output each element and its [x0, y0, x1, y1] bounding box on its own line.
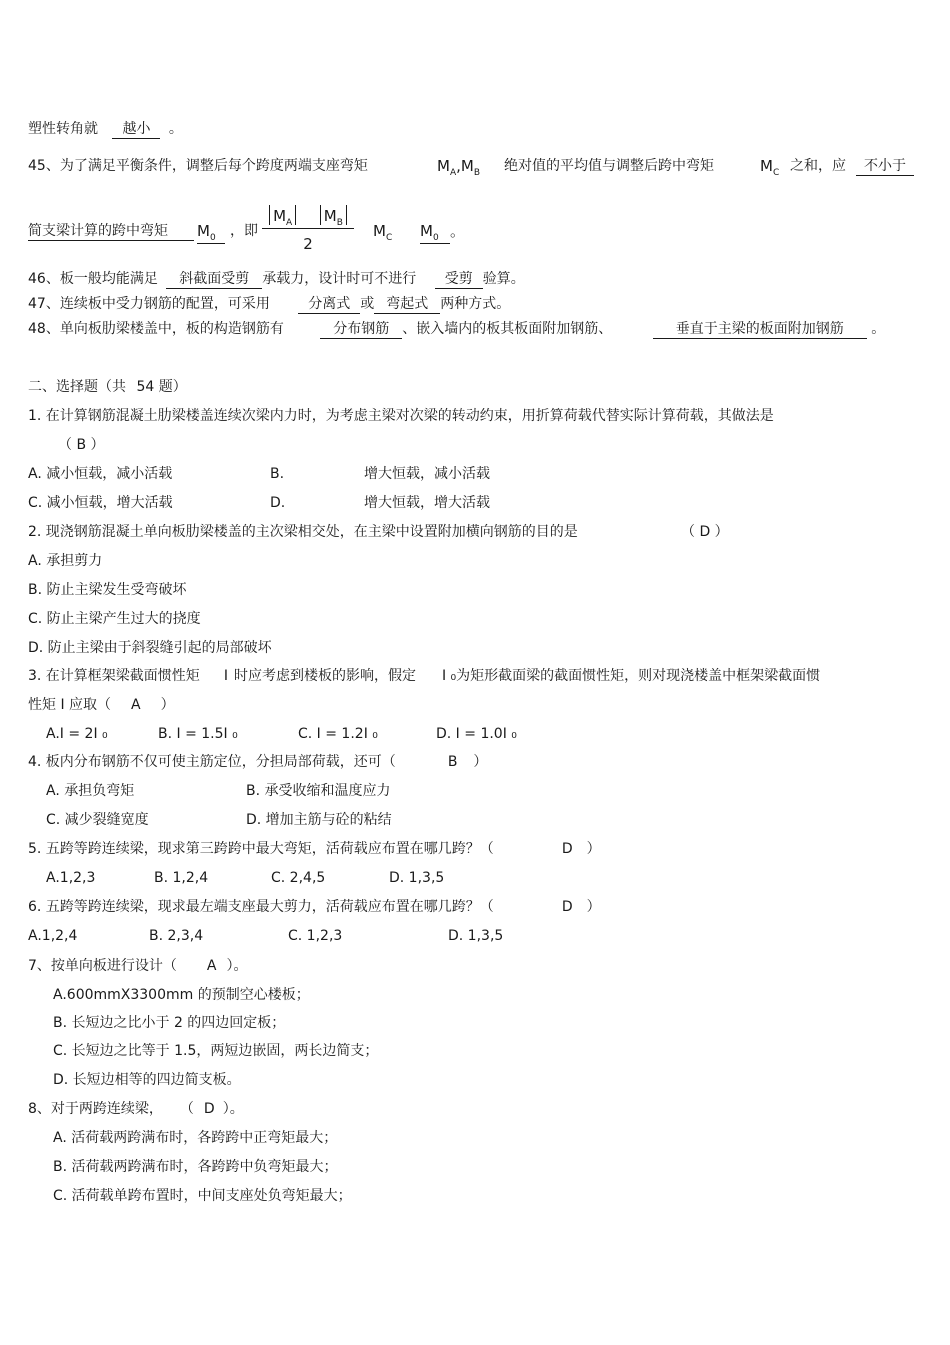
- subscript: 0: [432, 233, 439, 243]
- text: 7、按单向板进行设计（: [28, 958, 177, 974]
- answer: A: [131, 697, 141, 713]
- answer-blank: 分布钢筋: [320, 321, 402, 339]
- answer: （ D ）: [681, 524, 729, 540]
- text: 绝对值的平均值与调整后跨中弯矩: [504, 158, 714, 174]
- choice-question-5: [28, 840, 601, 858]
- answer: A: [206, 958, 217, 974]
- option-c: C. 长短边之比等于 1.5，两短边嵌固，两长边简支；: [53, 1043, 379, 1059]
- symbol: M: [273, 207, 287, 225]
- option-d: D. 防止主梁由于斜裂缝引起的局部破坏: [28, 640, 272, 656]
- text: ）。: [226, 958, 248, 974]
- answer: D: [561, 841, 573, 857]
- subscript: A: [286, 218, 293, 228]
- text: 之和，应: [790, 158, 846, 174]
- answer: （ B ）: [58, 437, 105, 453]
- text: 5. 五跨等跨连续梁，现求第三跨跨中最大弯矩，活荷载应布置在哪几跨？（: [28, 841, 494, 857]
- symbol: M: [323, 207, 337, 225]
- answer-blank: 斜截面受剪: [166, 271, 262, 289]
- text: 。: [168, 121, 183, 137]
- text: ）: [586, 899, 601, 915]
- option-a: A.1,2,4: [28, 928, 78, 944]
- subscript: 0: [209, 233, 216, 243]
- answer-blank: 垂直于主梁的板面附加钢筋: [653, 321, 867, 339]
- text: 3. 在计算框架梁截面惯性矩: [28, 668, 200, 684]
- text: 二、选择题（共: [28, 379, 126, 395]
- answer-blank: [856, 157, 914, 176]
- option-b: B. 承受收缩和温度应力: [246, 783, 391, 799]
- moment-mc: [373, 222, 392, 243]
- choice-question-2: 2. 现浇钢筋混凝土单向板肋梁楼盖的主次梁相交处，在主梁中设置附加横向钢筋的目的是: [28, 524, 578, 540]
- choice-question-4: [28, 753, 487, 771]
- choice-question-7: [28, 957, 248, 975]
- fraction-denominator: 2: [303, 235, 313, 253]
- option-c: C. 防止主梁产生过大的挠度: [28, 611, 201, 627]
- answer: D: [203, 1101, 215, 1117]
- option-d: D. I = 1.0I ₀: [436, 726, 517, 742]
- text: 。: [450, 222, 466, 240]
- text: ）: [473, 754, 488, 770]
- option-d: D. 1,3,5: [448, 928, 504, 944]
- option-a: A. 承担负弯矩: [46, 783, 135, 799]
- symbol: M: [460, 157, 474, 175]
- text: 45、为了满足平衡条件，调整后每个跨度两端支座弯矩: [28, 158, 368, 174]
- option-a: A. 减小恒载，减小活载: [28, 466, 173, 482]
- fraction-bar: [262, 228, 354, 229]
- option-d: D. 长短边相等的四边简支板。: [53, 1072, 241, 1088]
- option-d: D. 增加主筋与砼的粘结: [246, 812, 392, 828]
- text: 验算。: [482, 271, 525, 287]
- choice-question-8: [28, 1100, 244, 1118]
- option-c: C. 减少裂缝宽度: [46, 812, 149, 828]
- option-d: 增大恒载，增大活载: [364, 495, 490, 511]
- choice-question-1: 1. 在计算钢筋混凝土肋梁楼盖连续次梁内力时，为考虑主梁对次梁的转动约束，用折算荷载代替实际计算荷载，其做法是: [28, 408, 774, 424]
- symbol: M: [420, 222, 433, 240]
- option-c: C. 1,2,3: [288, 928, 343, 944]
- option-a: A. 活荷载两跨满布时，各跨跨中正弯矩最大；: [53, 1130, 338, 1146]
- text: 54 题）: [136, 379, 187, 395]
- answer-blank-m0: [420, 222, 465, 244]
- subscript: B: [336, 218, 343, 228]
- text: 承载力，设计时可不进行: [262, 271, 417, 287]
- fraction-numerator: [262, 205, 354, 228]
- symbol: M: [760, 157, 773, 175]
- option-b: B. 防止主梁发生受弯破坏: [28, 582, 187, 598]
- question-47: [28, 295, 510, 314]
- text: 46、板一般均能满足: [28, 271, 158, 287]
- option-a: A. 承担剪力: [28, 553, 103, 569]
- answer-blank: 分离式: [298, 296, 360, 314]
- choice-question-3-cont: [28, 696, 175, 714]
- fraction: [262, 205, 354, 253]
- answer-blank-m0: [197, 222, 225, 244]
- answer-blank: 越小: [112, 121, 160, 139]
- text: 为矩形截面梁的截面惯性矩，则对现浇楼盖中框架梁截面惯: [456, 668, 821, 684]
- symbol: M: [373, 222, 386, 240]
- option-b: B. I = 1.5I ₀: [158, 726, 238, 742]
- text: ）: [160, 697, 175, 713]
- text: 性矩 I 应取（: [28, 697, 112, 713]
- option-b: B. 活荷载两跨满布时，各跨跨中负弯矩最大；: [53, 1159, 338, 1175]
- subscript: C: [772, 168, 780, 178]
- answer-blank: 受剪: [435, 271, 483, 289]
- option-b: 增大恒载，减小活载: [364, 466, 490, 482]
- subscript: A: [449, 168, 457, 178]
- text: 、嵌入墙内的板其板面附加钢筋、: [402, 321, 613, 337]
- answer: B: [447, 754, 458, 770]
- symbol: M: [197, 222, 210, 240]
- symbol: I: [223, 668, 228, 684]
- answer-blank: 弯起式: [374, 296, 440, 314]
- option-d: D. 1,3,5: [389, 870, 445, 886]
- continuation-line: [28, 120, 183, 139]
- text: 或: [360, 296, 375, 312]
- option-b: B. 2,3,4: [149, 928, 204, 944]
- subscript: B: [473, 168, 481, 178]
- text-underlined: 简支梁计算的跨中弯矩: [28, 223, 194, 241]
- choice-question-3: [28, 667, 820, 685]
- option-d-label: D.: [270, 495, 286, 511]
- text: 47、连续板中受力钢筋的配置，可采用: [28, 296, 270, 312]
- blank: 不小于: [856, 158, 914, 176]
- text: 6. 五跨等跨连续梁，现求最左端支座最大剪力，活荷载应布置在哪几跨？（: [28, 899, 494, 915]
- text: ）: [586, 841, 601, 857]
- question-45-line1: [28, 157, 368, 175]
- choice-question-6: [28, 898, 601, 916]
- text: 塑性转角就: [28, 121, 98, 137]
- subscript: C: [385, 233, 393, 243]
- option-c: C. 减小恒载，增大活载: [28, 495, 173, 511]
- text: 48、单向板肋梁楼盖中，板的构造钢筋有: [28, 321, 284, 337]
- text: 。: [871, 321, 886, 337]
- answer: D: [561, 899, 573, 915]
- question-46: [28, 270, 525, 289]
- symbol: ,: [456, 157, 461, 175]
- text: ）。: [222, 1101, 244, 1117]
- text: 时应考虑到楼板的影响，假定: [233, 668, 416, 684]
- question-45-line2: [28, 222, 194, 241]
- option-c: C. 2,4,5: [271, 870, 326, 886]
- question-48: [28, 320, 885, 339]
- option-c: C. I = 1.2I ₀: [298, 726, 378, 742]
- option-a: A.I = 2I ₀: [46, 726, 108, 742]
- moment-ma-mb: [437, 157, 480, 178]
- text: ，即: [230, 223, 258, 239]
- option-b-label: B.: [270, 466, 285, 482]
- option-a: A.600mmX3300mm 的预制空心楼板；: [53, 987, 310, 1003]
- option-c: C. 活荷载单跨布置时，中间支座处负弯矩最大；: [53, 1188, 352, 1204]
- text: （: [186, 1101, 194, 1117]
- section-title: [28, 378, 187, 396]
- symbol: M: [437, 157, 450, 175]
- text: 两种方式。: [440, 296, 511, 312]
- option-b: B. 1,2,4: [154, 870, 209, 886]
- option-b: B. 长短边之比小于 2 的四边回定板；: [53, 1015, 286, 1031]
- text: 4. 板内分布钢筋不仅可使主筋定位，分担局部荷载，还可（: [28, 754, 396, 770]
- text: 8、对于两跨连续梁，: [28, 1101, 163, 1117]
- symbol: I ₀: [441, 668, 457, 684]
- option-a: A.1,2,3: [46, 870, 96, 886]
- moment-mc: [760, 157, 779, 178]
